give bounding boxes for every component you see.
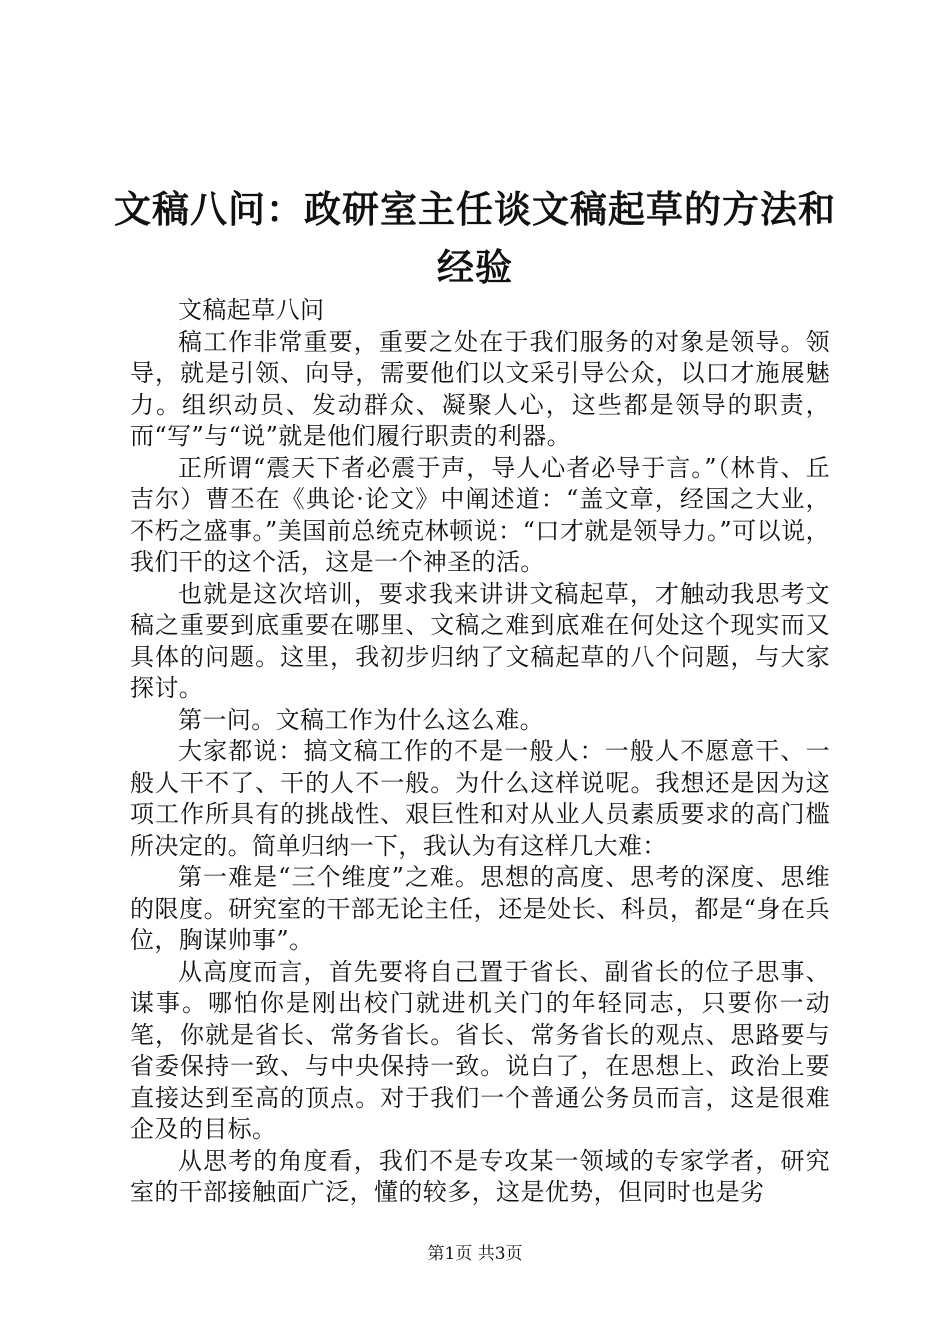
paragraph-question-heading: 第一问。文稿工作为什么这么难。 <box>178 705 544 734</box>
paragraph-section-heading: 文稿起草八问 <box>178 296 325 324</box>
paragraph: 正所谓“震天下者必震于声，导人心者必导于言。”（林肯、丘吉尔）曹丕在《典论·论文》中阐述道：“盖文章，经国之大业，不朽之盛事。”美国前总统克林顿说：“口才就是领导力。”可以说，我们干的这个活，这是一个神圣的活。 <box>130 453 830 576</box>
paragraph: 大家都说：搞文稿工作的不是一般人：一般人不愿意干、一般人干不了、干的人不一般。为什么这样说呢。我想还是因为这项工作所具有的挑战性、艰巨性和对从业人员素质要求的高门槛所决定的。简单归纳一下，我认为有这样几大难： <box>130 737 830 860</box>
paragraph: 稿工作非常重要，重要之处在于我们服务的对象是领导。领导，就是引领、向导，需要他们以文采引导公众，以口才施展魅力。组织动员、发动群众、凝聚人心，这些都是领导的职责，而“写”与“说”就是他们履行职责的利器。 <box>130 327 830 450</box>
document-title: 文稿八问：政研室主任谈文稿起草的方法和经验 <box>114 187 836 289</box>
paragraph: 从思考的角度看，我们不是专攻某一领域的专家学者，研究室的干部接触面广泛，懂的较多，这是优势，但同时也是劣 <box>130 1146 830 1206</box>
paragraph: 从高度而言，首先要将自己置于省长、副省长的位子思事、谋事。哪怕你是刚出校门就进机关门的年轻同志，只要你一动笔，你就是省长、常务省长。省长、常务省长的观点、思路要与省委保持一致、与中央保持一致。说白了，在思想上、政治上要直接达到至高的顶点。对于我们一个普通公务员而言，这是很难企及的目标。 <box>130 957 830 1143</box>
paragraph: 第一难是“三个维度”之难。思想的高度、思考的深度、思维的限度。研究室的干部无论主任，还是处长、科员，都是“身在兵位，胸谋帅事”。 <box>130 863 830 954</box>
document-body <box>130 295 830 1209</box>
paragraph: 也就是这次培训，要求我来讲讲文稿起草，才触动我思考文稿之重要到底重要在哪里、文稿之难到底难在何处这个现实而又具体的问题。这里，我初步归纳了文稿起草的八个问题，与大家探讨。 <box>130 579 830 702</box>
page-number-footer: 第1页 共3页 <box>427 1244 523 1264</box>
